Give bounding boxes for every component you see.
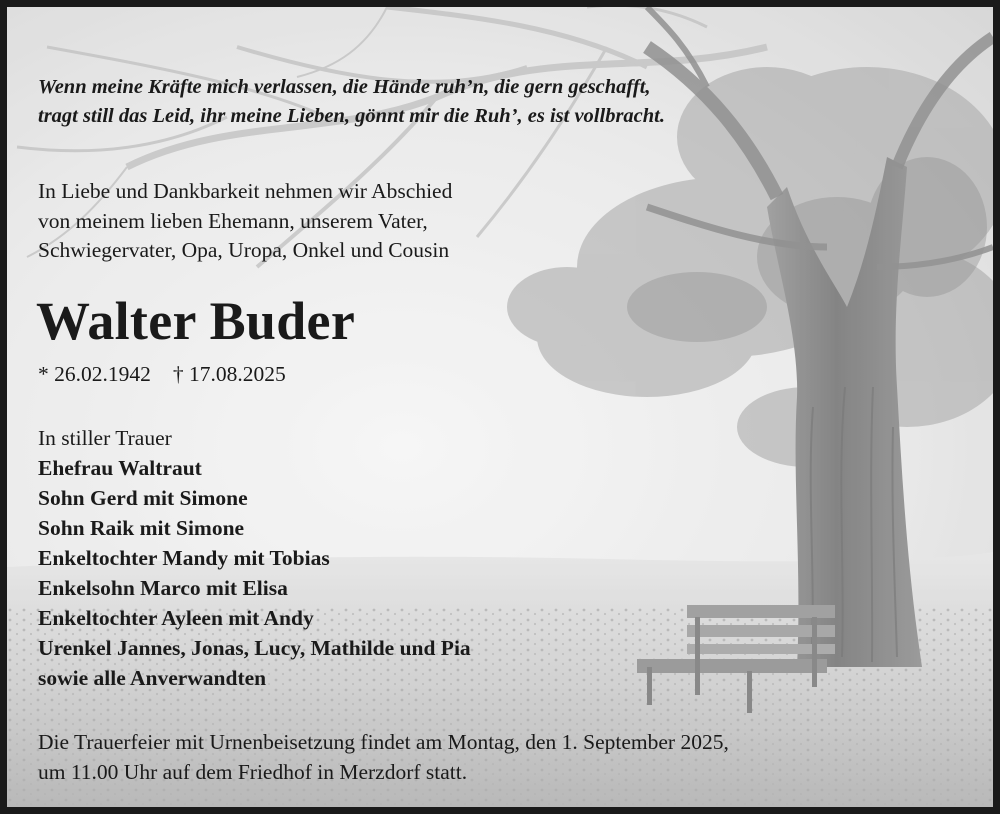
death-date: † 17.08.2025 [172, 362, 286, 386]
life-dates [38, 359, 286, 389]
list-item: Ehefrau Waltraut [38, 456, 202, 480]
motto-line: tragt still das Leid, ihr meine Lieben, gönnt mir die Ruh’, es ist vollbracht. [38, 105, 666, 127]
motto-verse [38, 73, 898, 131]
intro-line: Schwiegervater, Opa, Uropa, Onkel und Cousin [38, 238, 450, 262]
intro-line: In Liebe und Dankbarkeit nehmen wir Abschied [38, 179, 453, 203]
motto-line: Wenn meine Kräfte mich verlassen, die Hände ruh’n, die gern geschafft, [38, 76, 651, 98]
funeral-line: Die Trauerfeier mit Urnenbeisetzung findet am Montag, den 1. September 2025, [38, 730, 729, 754]
farewell-intro [38, 177, 452, 266]
list-item: Enkeltochter Mandy mit Tobias [38, 546, 330, 570]
list-item: Urenkel Jannes, Jonas, Lucy, Mathilde und Pia [38, 636, 471, 660]
list-item: sowie alle Anverwandten [38, 666, 267, 690]
intro-line: von meinem lieben Ehemann, unserem Vater, [38, 208, 428, 233]
deceased-name: Walter Buder [36, 291, 356, 351]
funeral-notice [38, 727, 729, 787]
mourners-intro: In stiller Trauer [38, 426, 172, 450]
list-item: Sohn Raik mit Simone [38, 516, 245, 540]
list-item: Sohn Gerd mit Simone [38, 486, 248, 510]
birth-date: * 26.02.1942 [38, 362, 151, 386]
list-item: Enkeltochter Ayleen mit Andy [38, 606, 314, 630]
list-item: Enkelsohn Marco mit Elisa [38, 576, 288, 600]
mourners-list [38, 453, 471, 693]
funeral-line: um 11.00 Uhr auf dem Friedhof in Merzdorf statt. [38, 760, 468, 784]
